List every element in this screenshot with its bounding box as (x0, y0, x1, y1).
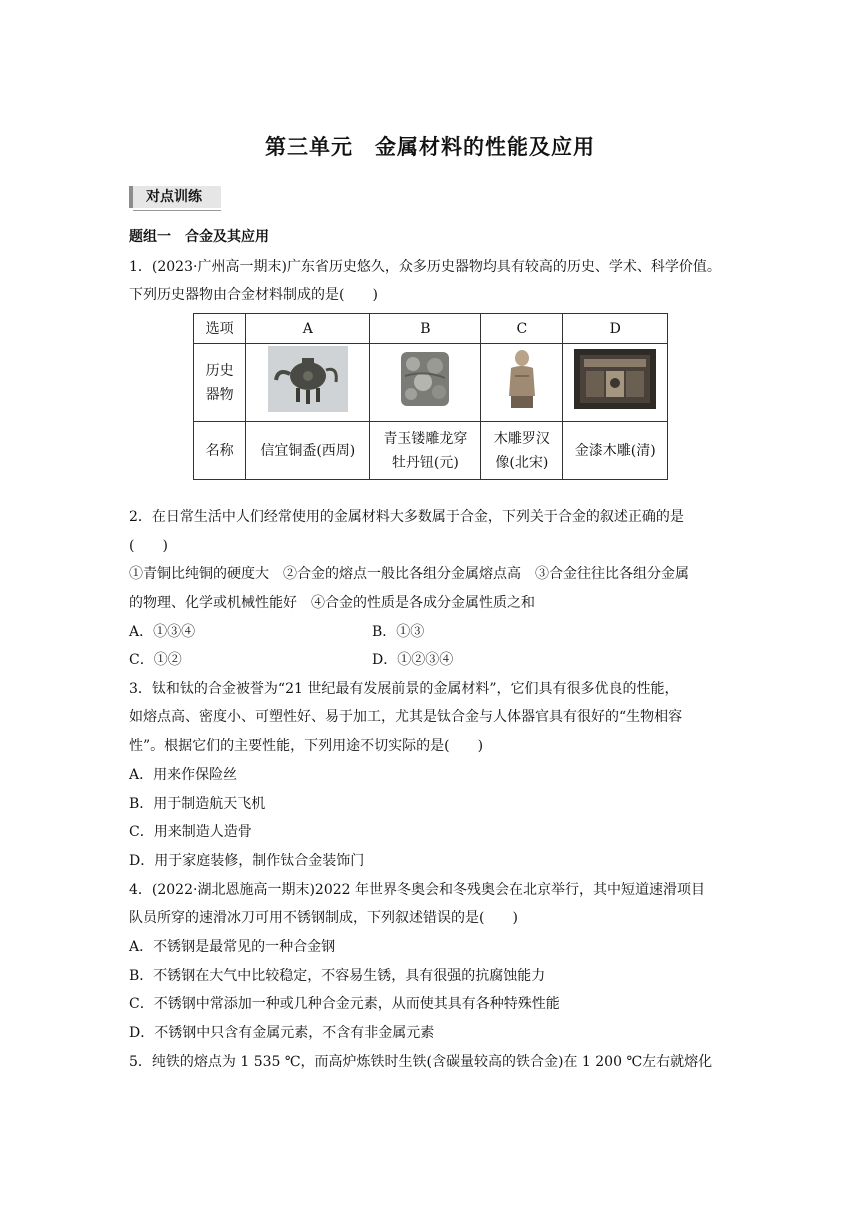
group-title: 题组一 合金及其应用 (129, 229, 269, 245)
q3-option-d: D．用于家庭装修，制作钛合金装饰门 (129, 853, 365, 869)
q2-line3: ①青铜比纯铜的硬度大 ②合金的熔点一般比各组分金属熔点高 ③合金往往比各组分金属 (129, 566, 689, 582)
gilded-wood-carving-image (574, 349, 656, 409)
q4-option-b: B．不锈钢在大气中比较稳定，不容易生锈，具有很强的抗腐蚀能力 (129, 968, 546, 984)
q2-line2: ( ) (129, 538, 168, 554)
q5-line1: 5．纯铁的熔点为 1 535 ℃，而高炉炼铁时生铁(含碳量较高的铁合金)在 1 200 ℃左右就熔化 (129, 1054, 713, 1070)
q3-option-c: C．用来制造人造骨 (129, 824, 252, 840)
q4-line2: 队员所穿的速滑冰刀可用不锈钢制成，下列叙述错误的是( ) (129, 910, 518, 926)
q4-line1: 4．(2022·湖北恩施高一期末)2022 年世界冬奥会和冬残奥会在北京举行，其中短道速滑项目 (129, 882, 705, 898)
q3-line1: 3．钛和钛的合金被誉为“21 世纪最有发展前景的金属材料”，它们具有很多优良的性能， (129, 681, 679, 697)
q4-option-a: A．不锈钢是最常见的一种合金钢 (129, 939, 336, 955)
artifact-name: 像(北宋) (495, 454, 549, 471)
table-cell (563, 422, 668, 480)
table-cell (481, 422, 563, 480)
table-header-cell: D (563, 314, 668, 344)
section-badge (129, 186, 221, 208)
page-title: 第三单元 金属材料的性能及应用 (265, 135, 595, 159)
artifact-table (193, 313, 668, 480)
artifact-name: 木雕罗汉 (493, 430, 550, 447)
artifact-name: 青玉镂雕龙穿 (383, 430, 468, 447)
q2-line1: 2．在日常生活中人们经常使用的金属材料大多数属于合金，下列关于合金的叙述正确的是 (129, 509, 684, 525)
table-name-row (194, 422, 668, 480)
artifact-name: 金漆木雕(清) (574, 442, 656, 459)
table-header-cell: A (246, 314, 370, 344)
row-label-line: 历史 (205, 362, 234, 379)
artifact-name: 牡丹钮(元) (391, 454, 459, 471)
wooden-arhat-image (505, 346, 539, 412)
q2-option-d: D．①②③④ (372, 652, 454, 668)
table-header-cell: 选项 (194, 314, 246, 344)
q4-option-d: D．不锈钢中只含有金属元素，不含有非金属元素 (129, 1025, 435, 1041)
q2-option-c: C．①② (129, 652, 182, 668)
table-cell (370, 422, 481, 480)
section-badge-label: 对点训练 (146, 189, 202, 205)
artifact-image-a (246, 344, 370, 422)
artifact-image-b (370, 344, 481, 422)
artifact-image-d (563, 344, 668, 422)
table-cell (246, 422, 370, 480)
table-header-row (194, 314, 668, 344)
row-label-artifact (194, 344, 246, 422)
row-label-name: 名称 (194, 422, 246, 480)
q2-option-a: A．①③④ (129, 624, 196, 640)
bronze-vessel-image (268, 346, 348, 412)
artifact-name: 信宜铜盉(西周) (260, 442, 356, 459)
jade-carving-image (395, 346, 455, 412)
q2-option-b: B．①③ (372, 624, 425, 640)
artifact-image-c (481, 344, 563, 422)
q2-line4: 的物理、化学或机械性能好 ④合金的性质是各成分金属性质之和 (129, 595, 535, 611)
table-image-row (194, 344, 668, 422)
q4-option-c: C．不锈钢中常添加一种或几种合金元素，从而使其具有各种特殊性能 (129, 996, 560, 1012)
q3-option-a: A．用来作保险丝 (129, 767, 238, 783)
q3-line2: 如熔点高、密度小、可塑性好、易于加工，尤其是钛合金与人体器官具有很好的“生物相容 (129, 709, 683, 725)
q1-line2: 下列历史器物由合金材料制成的是( ) (129, 287, 378, 303)
table-header-cell: B (370, 314, 481, 344)
q3-line3: 性”。根据它们的主要性能，下列用途不切实际的是( ) (129, 738, 484, 754)
table-header-cell: C (481, 314, 563, 344)
q1-line1: 1．(2023·广州高一期末)广东省历史悠久，众多历史器物均具有较高的历史、学术、科学价值。 (129, 259, 721, 275)
q3-option-b: B．用于制造航天飞机 (129, 796, 266, 812)
row-label-line: 器物 (205, 386, 234, 403)
